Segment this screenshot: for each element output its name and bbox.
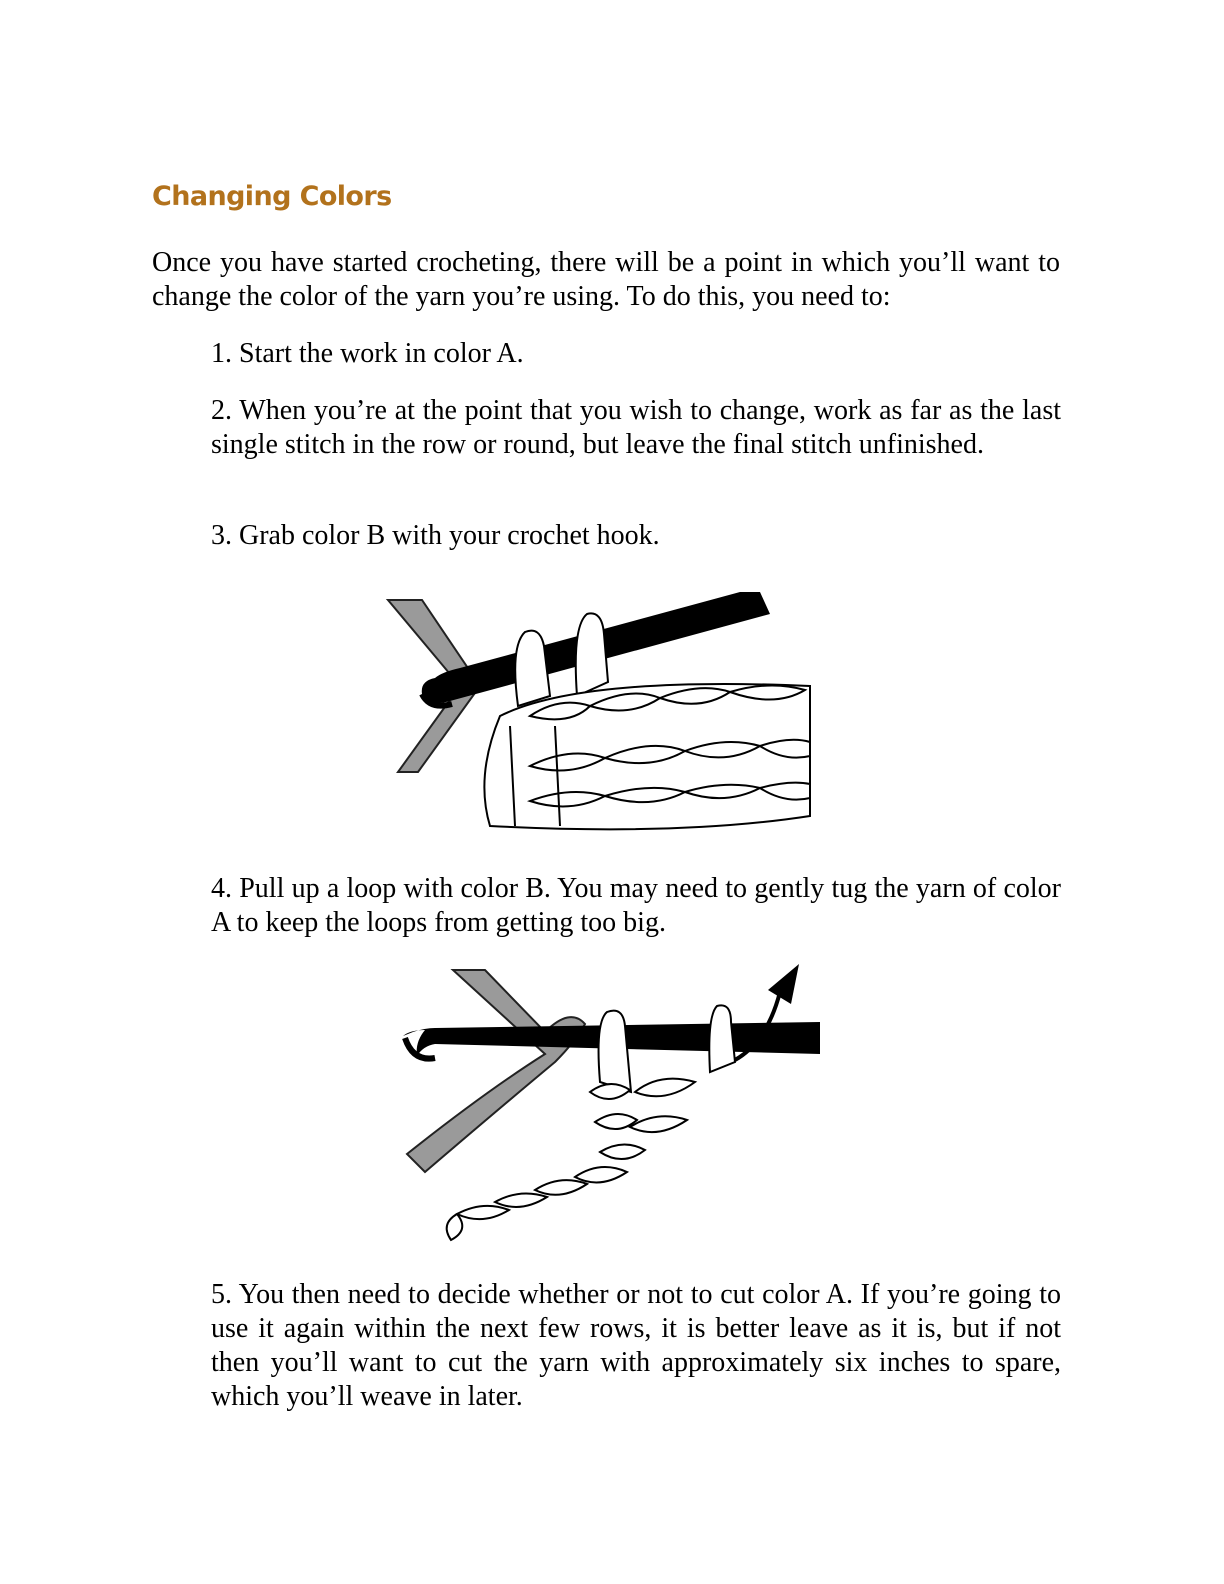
step-1: 1. Start the work in color A.	[211, 338, 524, 369]
crochet-pull-loop-color-b-illustration	[395, 962, 825, 1252]
step-5: 5. You then need to decide whether or not to cut color A. If you’re going to use it again within the next few rows, it is better leave as it is, but if not then you’ll want to cut the yarn with approximately six inches to spare, which you’ll weave in later.	[211, 1279, 1061, 1412]
stitch-row-icon	[484, 684, 810, 829]
intro-paragraph: Once you have started crocheting, there will be a point in which you’ll want to change the color of the yarn you’re using. To do this, you need to:	[152, 247, 1060, 312]
step-4: 4. Pull up a loop with color B. You may need to gently tug the yarn of color A to keep the loops from getting too big.	[211, 873, 1061, 938]
grey-yarn-icon	[407, 970, 585, 1172]
step-3: 3. Grab color B with your crochet hook.	[211, 520, 660, 551]
crochet-hook-grab-color-b-illustration	[380, 586, 820, 836]
section-heading: Changing Colors	[152, 181, 392, 212]
step-2: 2. When you’re at the point that you wish to change, work as far as the last single stitch in the row or round, but leave the final stitch unfinished.	[211, 395, 1061, 460]
